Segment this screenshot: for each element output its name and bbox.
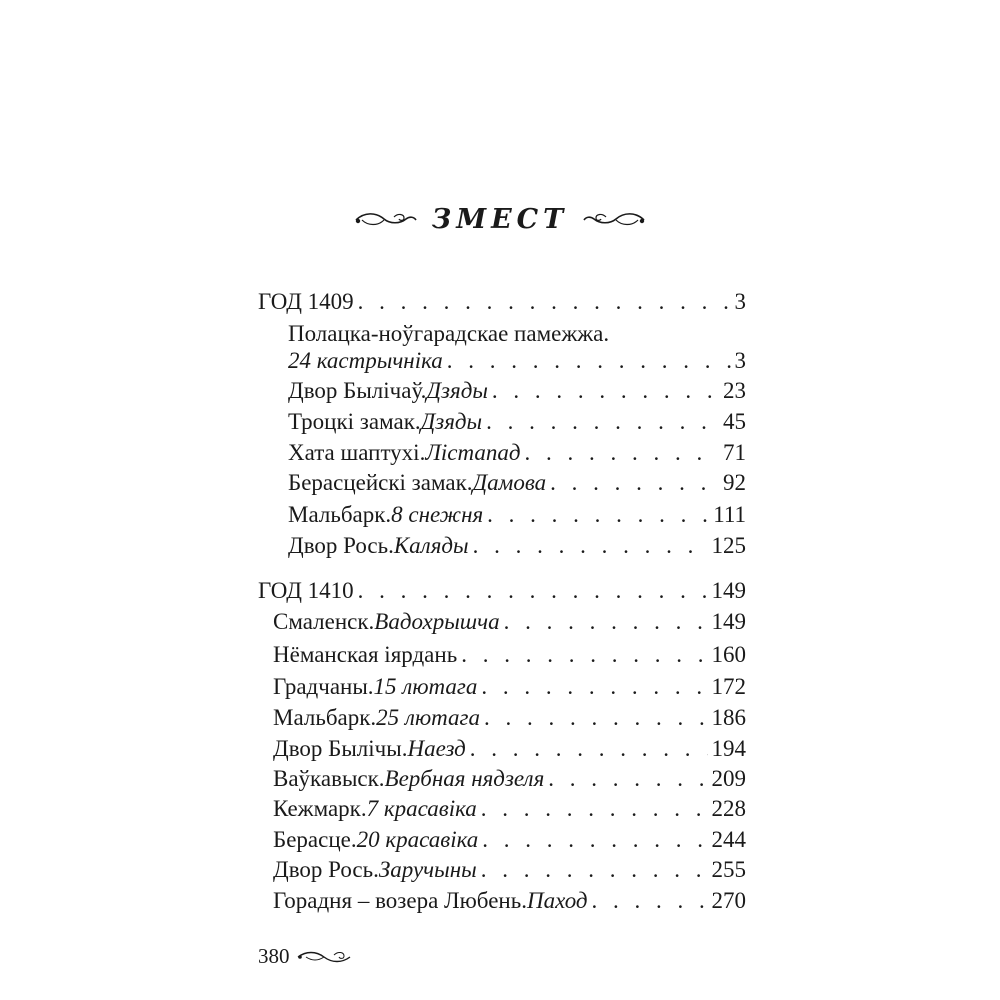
page-number: 244 <box>711 827 746 852</box>
entry-place: Берасцейскі замак. <box>288 470 473 495</box>
section-title: ГОД 1409 <box>258 289 354 314</box>
toc-entry <box>273 703 746 733</box>
entry-place: Ваўкавыск. <box>273 766 385 791</box>
page-number: 255 <box>711 857 746 882</box>
entry-place: Нёманская іярдань <box>273 642 458 667</box>
dot-leader <box>358 287 731 317</box>
toc-entry <box>288 346 746 376</box>
flourish-footer-icon <box>296 948 352 966</box>
page-number: 3 <box>734 289 746 314</box>
flourish-left-icon <box>354 208 418 230</box>
entry-place: Хата шаптухі. <box>288 440 426 465</box>
dot-leader <box>461 640 707 670</box>
dot-leader <box>484 703 707 733</box>
entry-place: Градчаны. <box>273 674 374 699</box>
section-heading-1409 <box>258 287 746 317</box>
toc-entry <box>273 825 746 855</box>
toc-entry <box>273 607 746 637</box>
entry-place: Мальбарк. <box>273 705 377 730</box>
page-number: 125 <box>711 533 746 558</box>
entry-place-line <box>288 319 609 349</box>
page-number: 172 <box>711 674 746 699</box>
dot-leader <box>481 794 708 824</box>
entry-place: Двор Былічы. <box>273 736 408 761</box>
page-number: 3 <box>734 348 746 373</box>
page-number: 71 <box>723 440 746 465</box>
page-number: 149 <box>711 578 746 603</box>
entry-place: Смаленск. <box>273 609 375 634</box>
toc-entry <box>273 672 746 702</box>
toc-entry <box>273 734 746 764</box>
entry-date: Дзяды <box>426 378 488 403</box>
toc-entry <box>288 468 746 498</box>
entry-date: 7 красавіка <box>366 796 477 821</box>
page-number: 186 <box>711 705 746 730</box>
toc-heading <box>0 196 1000 242</box>
dot-leader <box>504 607 708 637</box>
entry-date: Каляды <box>393 533 469 558</box>
page-number: 149 <box>711 609 746 634</box>
toc-entry <box>288 376 746 406</box>
dot-leader <box>550 468 719 498</box>
dot-leader <box>473 531 708 561</box>
entry-place: Двор Рось. <box>273 857 379 882</box>
entry-place: Кежмарк. <box>273 796 367 821</box>
entry-date: Лістапад <box>425 440 521 465</box>
entry-date: 15 лютага <box>373 674 478 699</box>
dot-leader <box>470 734 708 764</box>
toc-entry <box>273 886 746 916</box>
entry-date: 24 кастрычніка <box>288 348 443 373</box>
dot-leader <box>486 407 719 437</box>
entry-place: Двор Рось. <box>288 533 394 558</box>
toc-entry <box>288 531 746 561</box>
section-heading-1410 <box>258 576 746 606</box>
entry-date: Паход <box>526 888 588 913</box>
page-number: 45 <box>723 409 746 434</box>
page-number: 228 <box>711 796 746 821</box>
toc-entry <box>273 794 746 824</box>
entry-place: Берасце. <box>273 827 357 852</box>
page-footer <box>258 944 352 969</box>
dot-leader <box>447 346 731 376</box>
page-number: 160 <box>711 642 746 667</box>
section-title: ГОД 1410 <box>258 578 354 603</box>
entry-place: Полацка-ноўгарадскае памежжа. <box>288 321 610 346</box>
page-number: 209 <box>711 766 746 791</box>
page-number: 270 <box>711 888 746 913</box>
entry-date: Вадохрышча <box>374 609 500 634</box>
dot-leader <box>492 376 719 406</box>
entry-date: Дамова <box>472 470 547 495</box>
dot-leader <box>487 500 709 530</box>
dot-leader <box>482 825 707 855</box>
page-number: 23 <box>723 378 746 403</box>
entry-place: Горадня – возера Любень. <box>273 888 527 913</box>
page-number: 194 <box>711 736 746 761</box>
entry-place: Троцкі замак. <box>288 409 421 434</box>
toc-entry <box>288 438 746 468</box>
entry-date: 25 лютага <box>376 705 481 730</box>
footer-page-number: 380 <box>258 944 290 968</box>
entry-date: 8 снежня <box>391 502 484 527</box>
dot-leader <box>481 672 707 702</box>
entry-date: Заручыны <box>378 857 477 882</box>
entry-date: 20 красавіка <box>356 827 479 852</box>
toc-entry <box>273 764 746 794</box>
page-title: ЗМЕСТ <box>431 203 569 235</box>
toc-entry <box>288 500 746 530</box>
dot-leader <box>481 855 708 885</box>
entry-place: Мальбарк. <box>288 502 392 527</box>
toc-entry <box>288 407 746 437</box>
flourish-right-icon <box>582 208 646 230</box>
toc-entry <box>273 640 746 670</box>
page-number: 111 <box>713 502 746 527</box>
page-number: 92 <box>723 470 746 495</box>
entry-place: Двор Былічаў. <box>288 378 427 403</box>
dot-leader <box>592 886 708 916</box>
entry-date: Наезд <box>407 736 466 761</box>
dot-leader <box>525 438 719 468</box>
dot-leader <box>548 764 707 794</box>
toc-entry <box>273 855 746 885</box>
entry-date: Дзяды <box>420 409 483 434</box>
dot-leader <box>358 576 708 606</box>
entry-date: Вербная нядзеля <box>384 766 545 791</box>
